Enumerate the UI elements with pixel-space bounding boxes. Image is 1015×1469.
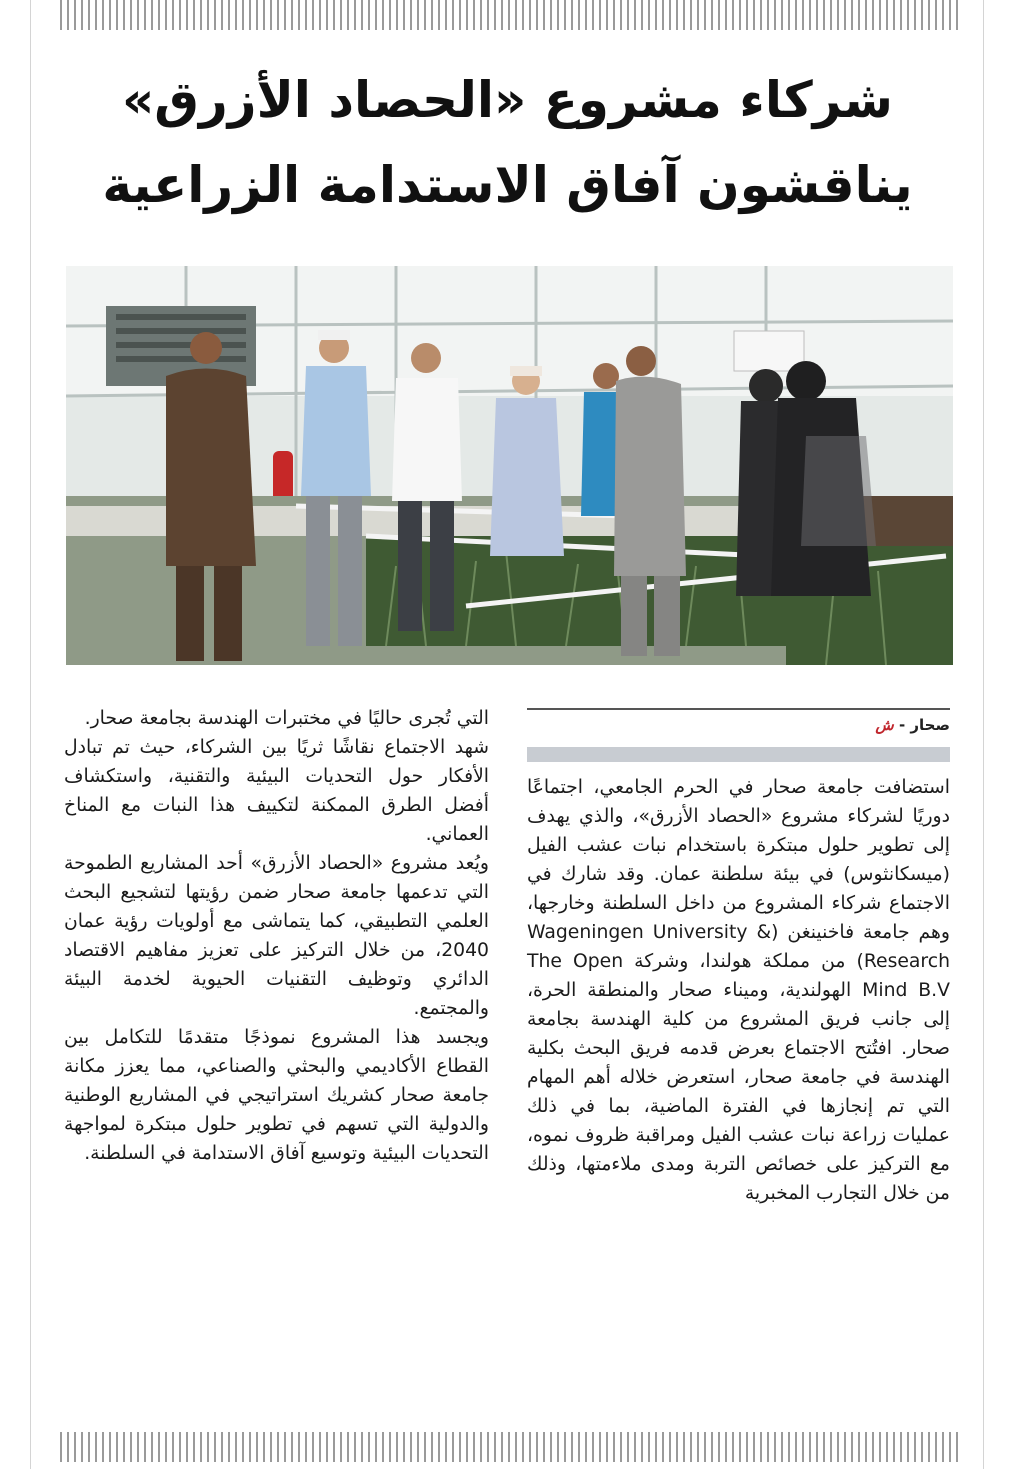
dateline-place: صحار - (898, 716, 950, 734)
article-column-left (64, 704, 489, 1168)
left-column-paragraph-1: التي تُجرى حاليًا في مختبرات الهندسة بجامعة صحار. (84, 708, 489, 729)
dateline-shade-bar (527, 747, 950, 762)
headline-line-2: يناقشون آفاق الاستدامة الزراعية (102, 156, 913, 214)
left-column-paragraph-4: ويجسد هذا المشروع نموذجًا متقدمًا للتكامل بين القطاع الأكاديمي والبحثي والصناعي، مما يعزز مكانة جامعة صحار كشريك استراتيجي في المشاريع الوطنية والدولية التي تسهم في تطوير حلول مبتكرة لمواجهة التحديات البيئية وتوسيع آفاق الاستدامة في السلطنة. (64, 1027, 489, 1164)
top-hatch-border (60, 0, 958, 30)
left-column-paragraph-3: ويُعد مشروع «الحصاد الأزرق» أحد المشاريع الطموحة التي تدعمها جامعة صحار ضمن رؤيتها لتشجيع البحث العلمي التطبيقي، كما يتماشى مع أولويات رؤية عمان 2040، من خلال التركيز على تعزيز مفاهيم الاقتصاد الدائري وتوظيف التقنيات الحيوية لخدمة البيئة والمجتمع. (64, 853, 489, 1019)
article-column-right (527, 773, 950, 1208)
dateline (527, 712, 950, 738)
article-photo (66, 266, 953, 665)
right-column-paragraph: استضافت جامعة صحار في الحرم الجامعي، اجتماعًا دوريًا لشركاء مشروع «الحصاد الأزرق»، والذي يهدف إلى تطوير حلول مبتكرة باستخدام نبات عشب الفيل (ميسكانثوس) في بيئة سلطنة عمان. وقد شارك في الاجتماع شركاء المشروع من داخل السلطنة وخارجها، وهم جامعة فاخنينغن (Wageningen University & Research) من مملكة هولندا، وشركة The Open Mind B.V الهولندية، وميناء صحار والمنطقة الحرة، إلى جانب فريق المشروع من كلية الهندسة بجامعة صحار. افتُتح الاجتماع بعرض قدمه فريق البحث بكلية الهندسة في جامعة صحار، استعرض خلاله أهم المهام التي تم إنجازها في الفترة الماضية، بما في ذلك عمليات زراعة نبات عشب الفيل ومراقبة ظروف نموه، مع التركيز على خصائص التربة ومدى ملاءمتها، وذلك من خلال التجارب المخبرية (527, 777, 950, 1204)
left-column-paragraph-2: شهد الاجتماع نقاشًا ثريًا بين الشركاء، حيث تم تبادل الأفكار حول التحديات البيئية والتقنية، واستكشاف أفضل الطرق الممكنة لتكييف هذا النبات مع المناخ العماني. (64, 737, 489, 845)
bottom-hatch-border (60, 1432, 958, 1462)
headline-line-1: شركاء مشروع «الحصاد الأزرق» (122, 71, 893, 129)
dateline-signature: ش (875, 716, 894, 734)
dateline-rule (527, 708, 950, 710)
right-page-rule (983, 0, 984, 1469)
left-page-rule (30, 0, 31, 1469)
